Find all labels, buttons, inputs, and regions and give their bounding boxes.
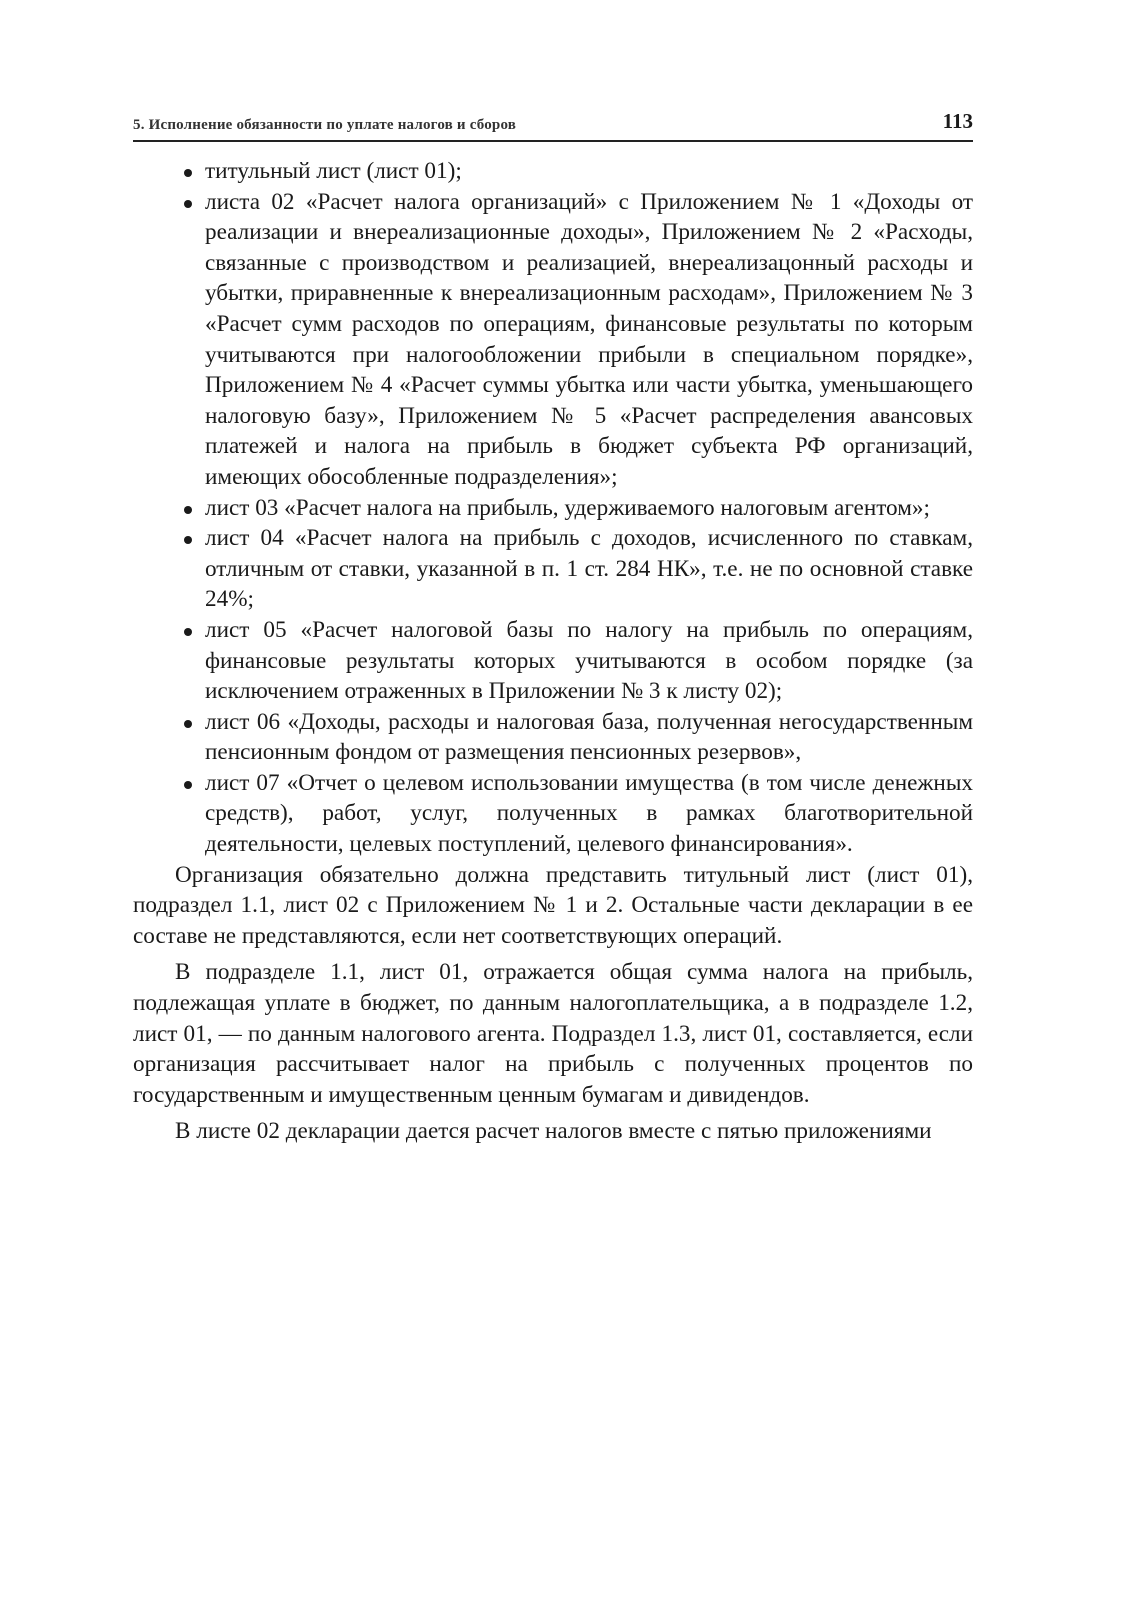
list-item: лист 04 «Расчет налога на прибыль с доходов, исчисленного по ставкам, отличным от ставки, указанной в п. 1 ст. 284 НК», т.е. не по основной ставке 24%; — [133, 523, 973, 615]
declaration-sheets-list — [133, 156, 973, 860]
list-item: лист 03 «Расчет налога на прибыль, удерживаемого налоговым агентом»; — [133, 493, 973, 524]
paragraph: Организация обязательно должна представить титульный лист (лист 01), подраздел 1.1, лист 02 с Приложением № 1 и 2. Остальные части декларации в ее составе не представляются, если нет соответствующих операций. — [133, 861, 973, 949]
list-item: лист 05 «Расчет налоговой базы по налогу на прибыль по операциям, финансовые результаты которых учитываются в особом порядке (за исключением отраженных в Приложении № 3 к листу 02); — [133, 615, 973, 707]
paragraph: В подразделе 1.1, лист 01, отражается общая сумма налога на прибыль, подлежащая уплате в бюджет, по данным налогоплательщика, а в подразделе 1.2, лист 01, — по данным налогового агента. Подраздел 1.3, лист 01, составляется, если организация рассчитывает налог на прибыль с полученных процентов по государственным и имущественным ценным бумагам и дивидендов. — [133, 959, 973, 1108]
book-page — [133, 108, 973, 1147]
paragraph: В листе 02 декларации дается расчет налогов вместе с пятью приложениями — [175, 1118, 932, 1145]
page-body — [133, 156, 973, 1147]
list-item: титульный лист (лист 01); — [133, 156, 973, 187]
list-item: лист 07 «Отчет о целевом использовании имущества (в том числе денежных средств), работ, услуг, полученных в рамках благотворительной деятельности, целевых поступлений, целевого финансирования». — [133, 768, 973, 860]
list-item: лист 06 «Доходы, расходы и налоговая база, полученная негосударственным пенсионным фондом от размещения пенсионных резервов», — [133, 707, 973, 768]
page-number: 113 — [942, 109, 973, 133]
list-item: листа 02 «Расчет налога организаций» с Приложением № 1 «Доходы от реализации и внереализационные доходы», Приложением № 2 «Расходы, связанные с производством и реализацией, внереализацонный расходы и убытки, приравненные к внереализационным расходам», Приложением № 3 «Расчет сумм расходов по операциям, финансовые результаты по которым учитываются при налогообложении прибыли в специальном порядке», Приложением № 4 «Расчет суммы убытка или части убытка, уменьшающего налоговую базу», Приложением № 5 «Расчет распределения авансовых платежей и налога на прибыль в бюджет субъекта РФ организаций, имеющих обособленные подразделения»; — [133, 187, 973, 493]
running-header — [133, 108, 973, 142]
running-title: 5. Исполнение обязанности по уплате налогов и сборов — [133, 117, 517, 133]
